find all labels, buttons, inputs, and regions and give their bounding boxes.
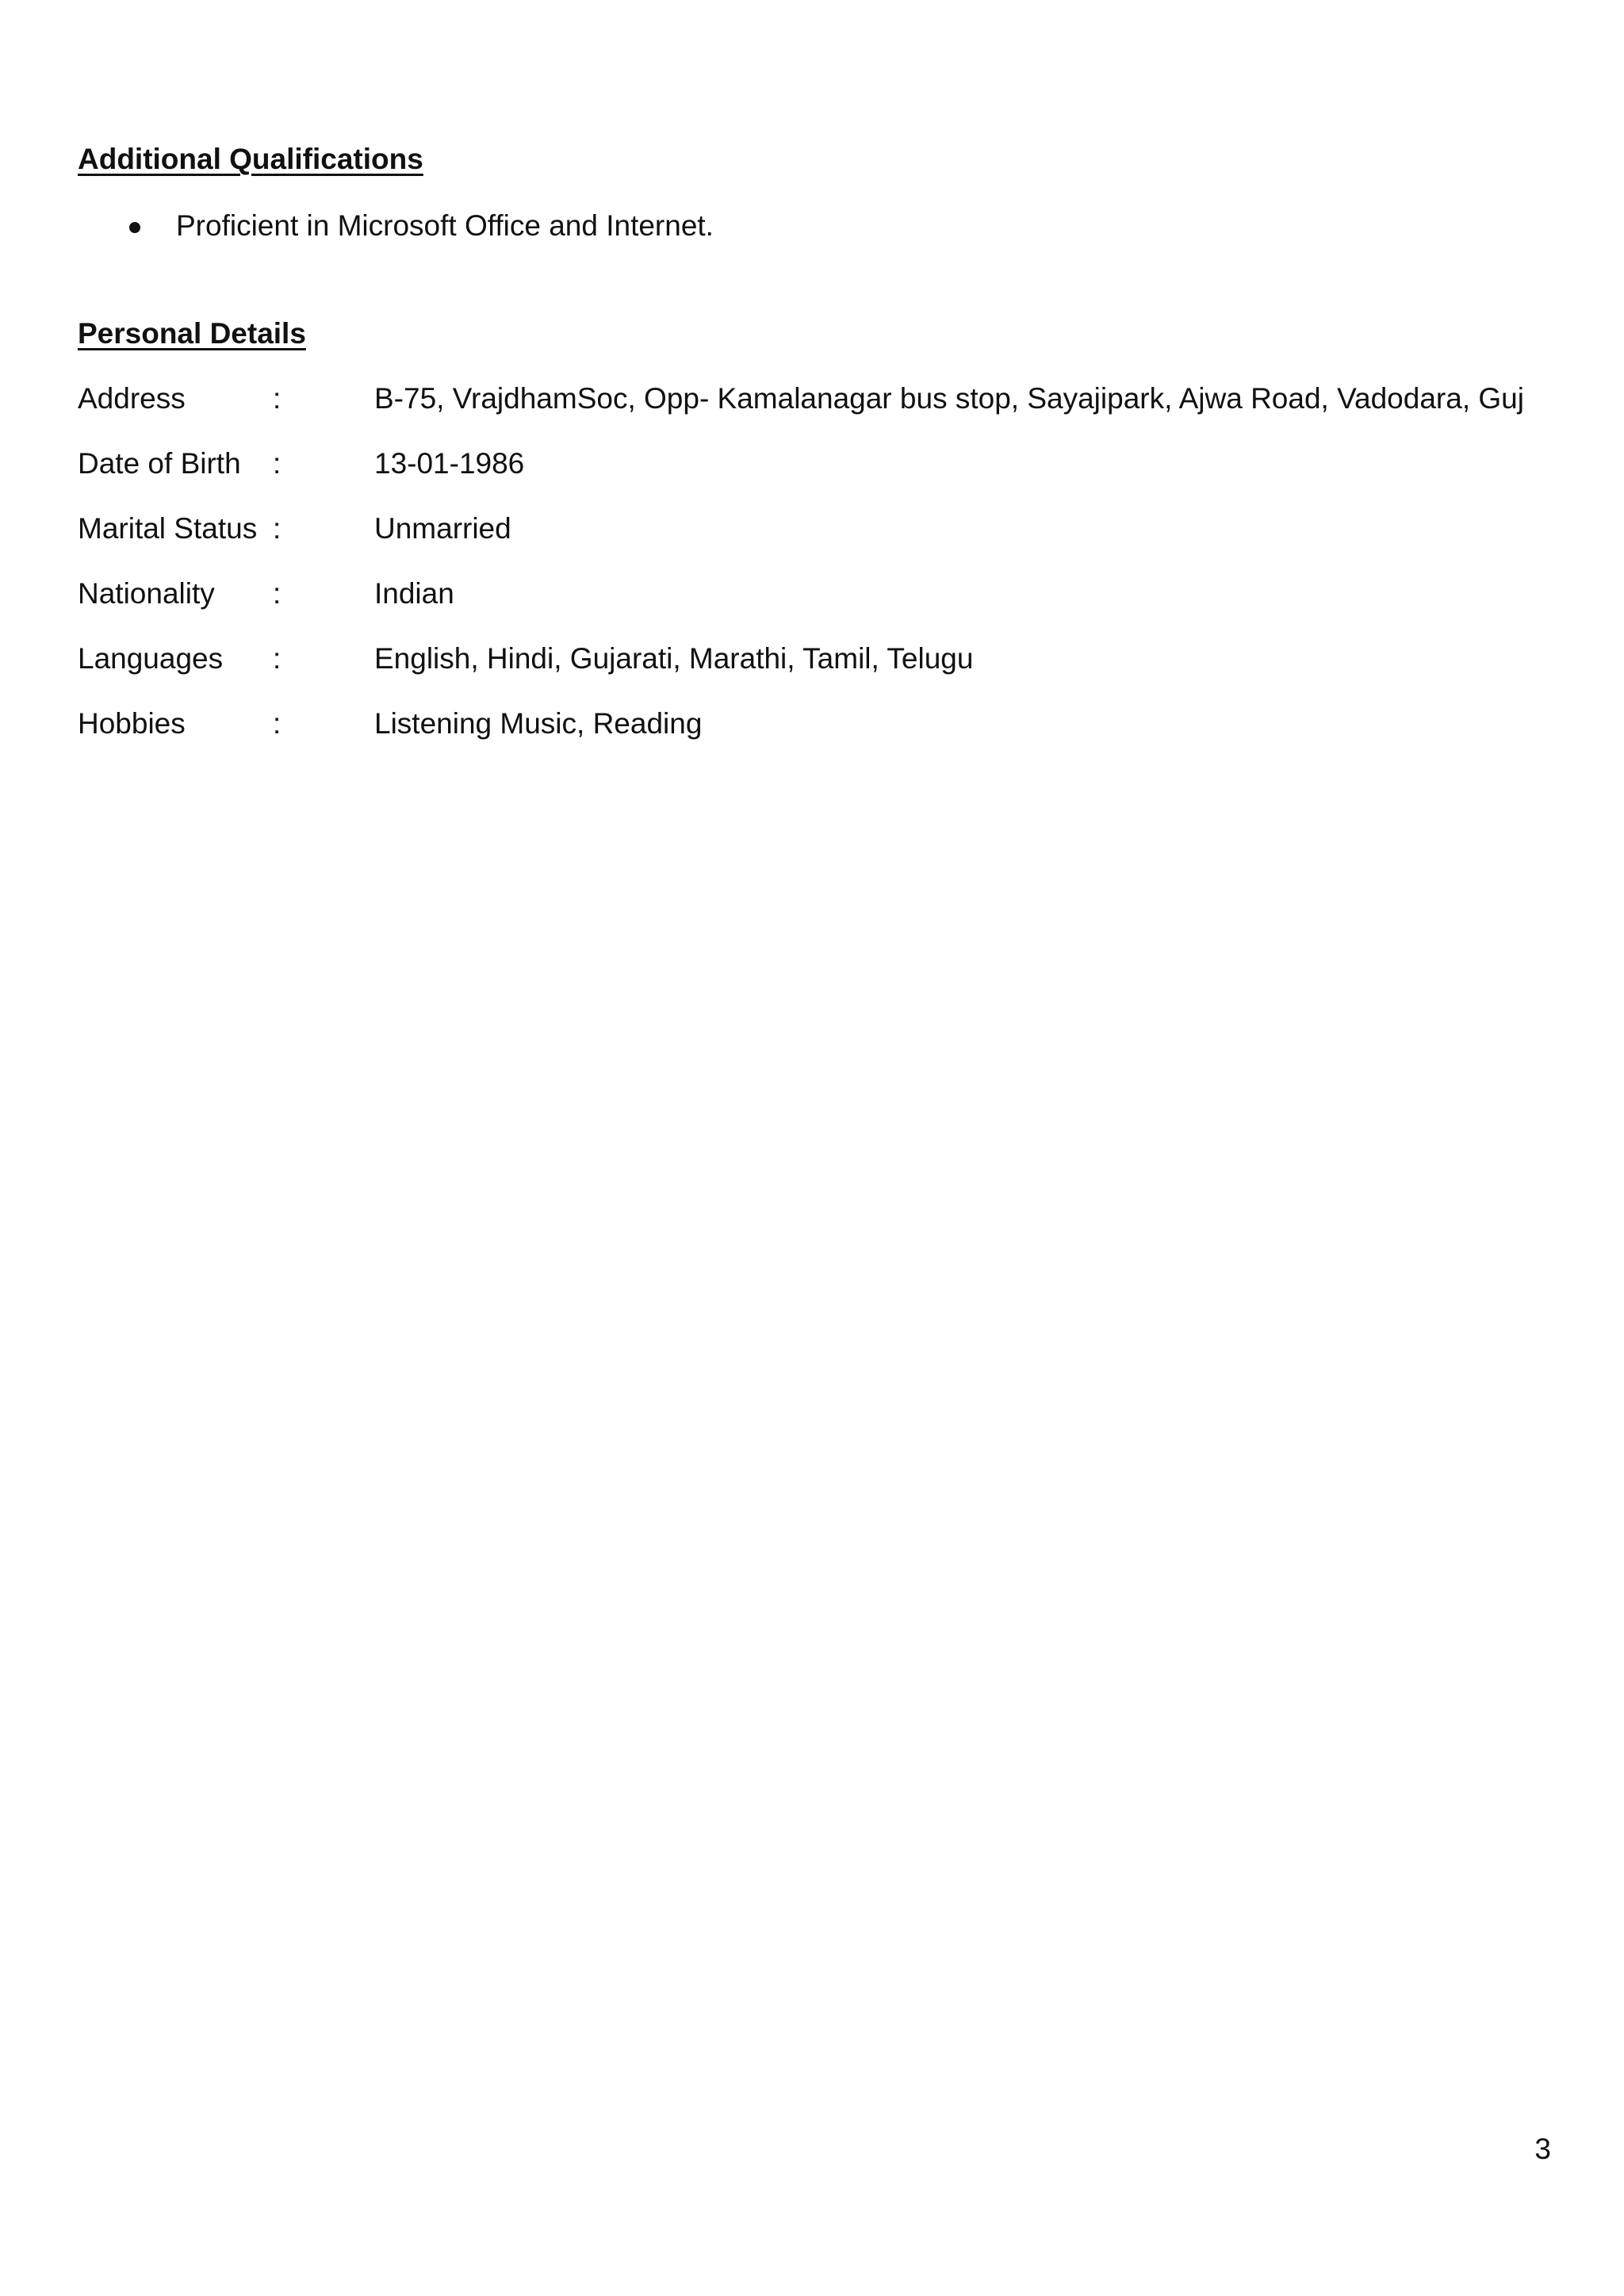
detail-row-hobbies <box>78 707 1584 772</box>
detail-row-marital-status <box>78 512 1584 577</box>
detail-value: Listening Music, Reading <box>374 707 703 740</box>
personal-details-table <box>78 382 1584 772</box>
detail-label: Date of Birth <box>78 447 241 480</box>
personal-details-heading: Personal Details <box>78 317 306 350</box>
detail-value: 13-01-1986 <box>374 447 525 480</box>
additional-qualifications-heading: Additional Qualifications <box>78 143 423 175</box>
detail-separator: : <box>273 707 282 740</box>
detail-value: Indian <box>374 577 454 610</box>
detail-label: Marital Status <box>78 512 258 545</box>
detail-separator: : <box>273 577 282 610</box>
detail-row-date-of-birth <box>78 447 1584 512</box>
detail-separator: : <box>273 512 282 545</box>
qualification-text: Proficient in Microsoft Office and Internet. <box>176 209 714 242</box>
detail-separator: : <box>273 642 282 675</box>
detail-label: Address <box>78 382 186 415</box>
detail-label: Hobbies <box>78 707 186 740</box>
detail-row-nationality <box>78 577 1584 642</box>
page-number: 3 <box>1534 2133 1551 2165</box>
detail-separator: : <box>273 382 282 415</box>
detail-value: B-75, VrajdhamSoc, Opp- Kamalanagar bus stop, Sayajipark, Ajwa Road, Vadodara, Guj <box>374 382 1524 415</box>
qualifications-list <box>127 209 714 243</box>
list-item <box>127 209 714 243</box>
detail-label: Languages <box>78 642 224 675</box>
detail-value: Unmarried <box>374 512 511 545</box>
detail-label: Nationality <box>78 577 215 610</box>
detail-row-languages <box>78 642 1584 707</box>
detail-separator: : <box>273 447 282 480</box>
detail-value: English, Hindi, Gujarati, Marathi, Tamil, Telugu <box>374 642 974 675</box>
bullet-icon <box>129 222 140 233</box>
detail-row-address <box>78 382 1584 447</box>
